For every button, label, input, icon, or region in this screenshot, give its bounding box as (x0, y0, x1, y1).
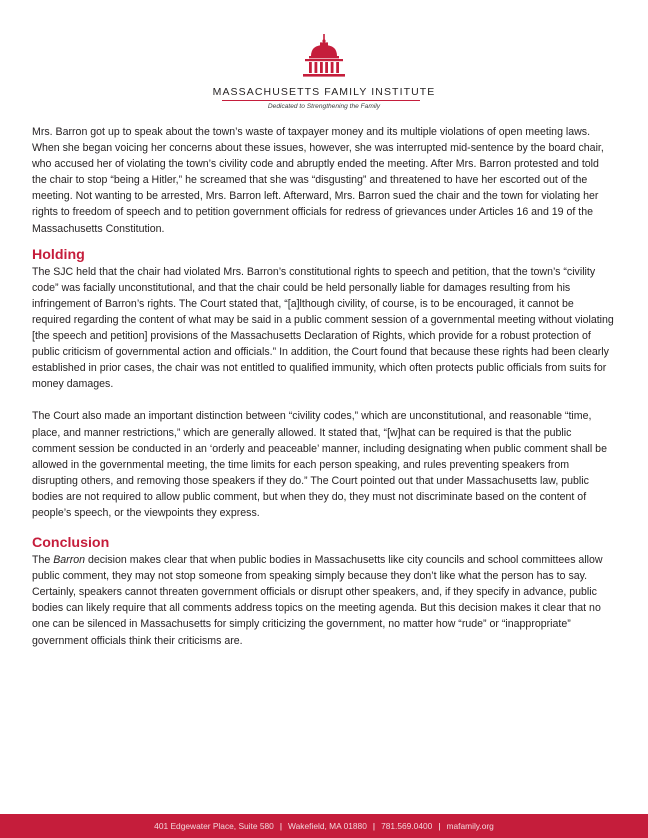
letterhead (0, 0, 648, 118)
conclusion-text: decision makes clear that when public bodies in Massachusetts like city councils and school committees allow public comment, they may not stop someone from speaking simply because they don’t like what the person has to say. Certainly, speakers cannot threaten government officials or disrupt other speakers, and, if they specify in advance, public bodies can likely require that all comments address topics on the meeting agenda. But this decision makes it clear that no one can be silenced in Massachusetts for simply criticizing the government, no matter how “rude” or “inappropriate” government officials think their criticisms are. (32, 554, 603, 647)
holding-heading: Holding (32, 246, 85, 263)
footer-bar (0, 814, 648, 838)
document-body (32, 124, 614, 649)
holding-paragraph-1: The SJC held that the chair had violated Mrs. Barron’s constitutional rights to speech and petition, that the town’s “civility code” was facially unconstitutional, and that the chair could be held personally liable for damages resulting from his infringement of Barron’s rights. The Court stated that, “[a]lthough civility, of course, is to be encouraged, it cannot be required regarding the content of what may be said in a public comment session of a governmental meeting without violating [the speech and petition] provisions of the Massachusetts Declaration of Rights, which provide for a robust protection of public criticism of governmental action and officials.” In addition, the Court found that because these rights had been clearly established in prior cases, the chair was not entitled to qualified immunity, which often protects public officials from suits for money damages. (32, 265, 614, 391)
footer-phone: 781.569.0400 (381, 821, 433, 831)
footer-website: mafamily.org (446, 821, 494, 831)
conclusion-heading: Conclusion (32, 535, 110, 552)
holding-paragraph-2: The Court also made an important distinction between “civility codes,” which are unconstitutional, and reasonable “time, place, and manner restrictions,” which are generally allowed. It stated that, “[w]hat can be required is that the public comment session be conducted in an ‘orderly and peaceable’ manner, including designating when public comment shall be allowed in the governmental meeting, the time limits for each person speaking, and rules preventing speakers from disrupting others, and removing those speakers if they do.” The Court pointed out that under Massachusetts law, public bodies are not required to allow public comment, but when they do, they must not discriminate based on the content of people’s speech, or the viewpoints they express. (32, 410, 607, 519)
state-house-dome-icon (303, 34, 345, 80)
conclusion-lead: The (32, 554, 54, 567)
footer-city: Wakefield, MA 01880 (288, 821, 367, 831)
header-divider (222, 100, 420, 101)
case-name: Barron (53, 554, 85, 567)
organization-name: MASSACHUSETTS FAMILY INSTITUTE (212, 86, 436, 98)
conclusion-paragraph (32, 552, 614, 649)
footer-separator: | (279, 821, 283, 831)
footer-separator: | (372, 821, 376, 831)
tagline: Dedicated to Strengthening the Family (267, 103, 381, 110)
footer-address: 401 Edgewater Place, Suite 580 (154, 821, 274, 831)
footer-separator: | (438, 821, 441, 831)
intro-paragraph: Mrs. Barron got up to speak about the town’s waste of taxpayer money and its multiple violations of open meeting laws. When she began voicing her concerns about these issues, however, she was interrupted mid-sentence by the board chair, who accused her of violating the town’s civility code and abruptly ended the meeting. After Mrs. Barron protested and told the chair to stop “being a Hitler,” he screamed that she was “disgusting” and threatened to have her escorted out of the meeting. Not wanting to be arrested, Mrs. Barron left. Afterward, Mrs. Barron sued the chair and the town for violating her rights to freedom of speech and to petition government officials for redress of grievances under Articles 16 and 19 of the Massachusetts Constitution. (32, 126, 604, 235)
